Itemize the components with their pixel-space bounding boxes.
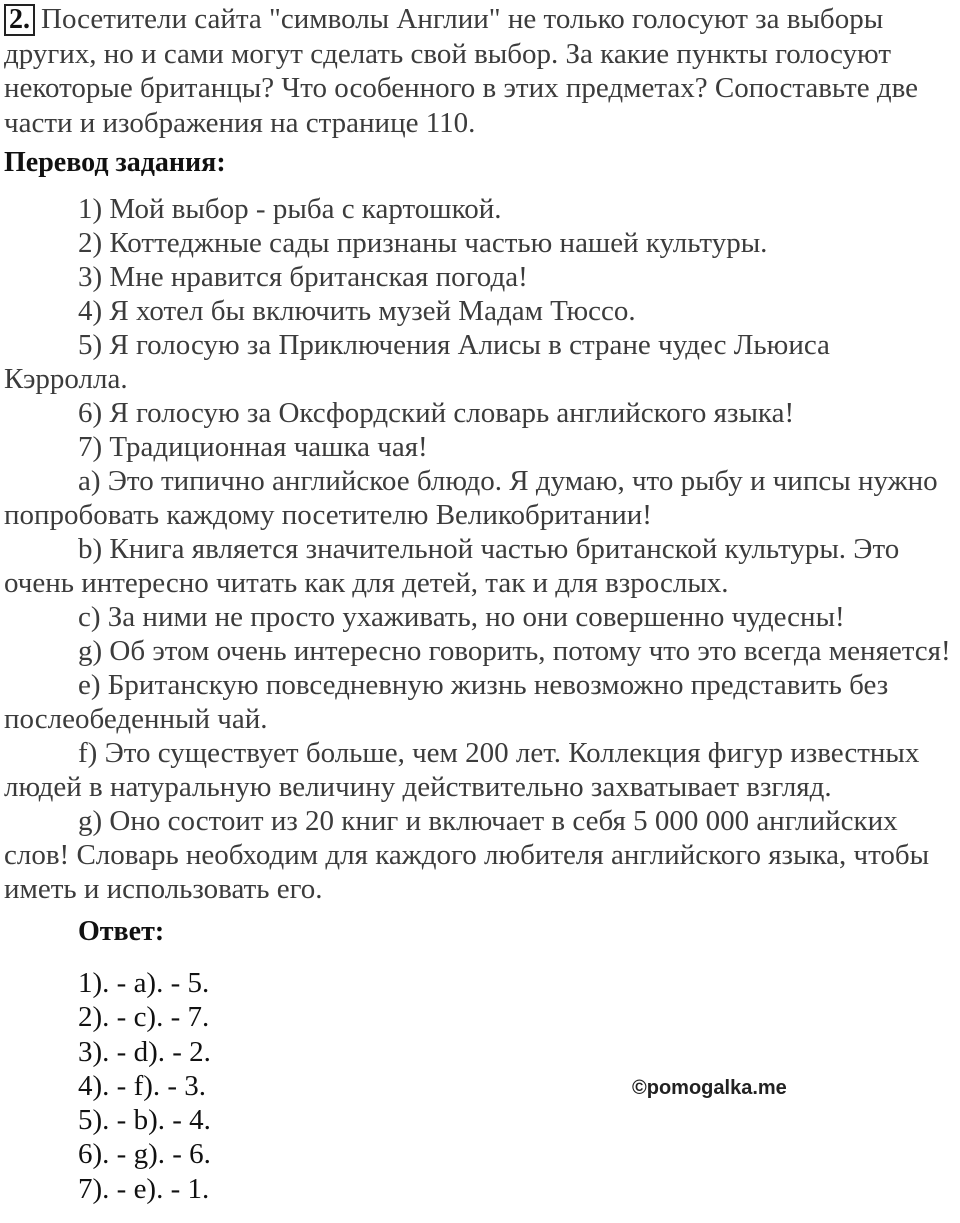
- translation-line: 5) Я голосую за Приключения Алисы в стране чудес Льюиса Кэрролла.: [4, 329, 830, 395]
- task-number-badge: 2.: [4, 4, 35, 36]
- answer-line: 7). - e). - 1.: [78, 1172, 210, 1205]
- answer-line: 1). - a). - 5.: [78, 967, 210, 999]
- translation-line: b) Книга является значительной частью британской культуры. Это очень интересно читать как для детей, так и для взрослых.: [4, 533, 900, 599]
- task-paragraph: [4, 2, 956, 140]
- translation-line: a) Это типично английское блюдо. Я думаю, что рыбу и чипсы нужно попробовать каждому посетителю Великобритании!: [4, 465, 938, 531]
- site-watermark: ©pomogalka.me: [632, 1077, 787, 1099]
- translation-line: c) За ними не просто ухаживать, но они совершенно чудесны!: [78, 601, 845, 633]
- translation-line: e) Британскую повседневную жизнь невозможно представить без послеобеденный чай.: [4, 669, 889, 735]
- translation-line: 7) Традиционная чашка чая!: [78, 431, 428, 463]
- translation-line: g) Оно состоит из 20 книг и включает в себя 5 000 000 английских слов! Словарь необходим для каждого любителя английского языка, чтобы иметь и использовать его.: [4, 805, 930, 905]
- translation-line: 2) Коттеджные сады признаны частью нашей культуры.: [78, 227, 768, 259]
- answer-heading: Ответ:: [78, 916, 165, 947]
- translation-line: 3) Мне нравится британская погода!: [78, 261, 528, 293]
- answer-line: 5). - b). - 4.: [78, 1104, 211, 1137]
- answer-line: 6). - g). - 6.: [78, 1138, 211, 1171]
- translation-line: g) Об этом очень интересно говорить, потому что это всегда меняется!: [78, 635, 951, 667]
- answer-list: [78, 966, 956, 1206]
- answer-line: 2). - c). - 7.: [78, 1001, 210, 1034]
- answer-line: 3). - d). - 2.: [78, 1035, 211, 1068]
- task-text: Посетители сайта "символы Англии" не только голосуют за выборы других, но и сами могут сделать свой выбор. За какие пункты голосуют некоторые британцы? Что особенного в этих предметах? Сопоставьте две части и изображения на странице 110.: [4, 3, 918, 139]
- answer-line: 4). - f). - 3.: [78, 1069, 207, 1102]
- translation-line: 4) Я хотел бы включить музей Мадам Тюссо.: [78, 295, 636, 327]
- translation-line: f) Это существует больше, чем 200 лет. Коллекция фигур известных людей в натуральную величину действительно захватывает взгляд.: [4, 737, 920, 803]
- translation-list: [4, 192, 956, 906]
- translation-line: 6) Я голосую за Оксфордский словарь английского языка!: [78, 397, 795, 429]
- document-page: [4, 2, 956, 1206]
- translation-line: 1) Мой выбор - рыба с картошкой.: [78, 193, 502, 225]
- translation-heading: Перевод задания:: [4, 147, 226, 178]
